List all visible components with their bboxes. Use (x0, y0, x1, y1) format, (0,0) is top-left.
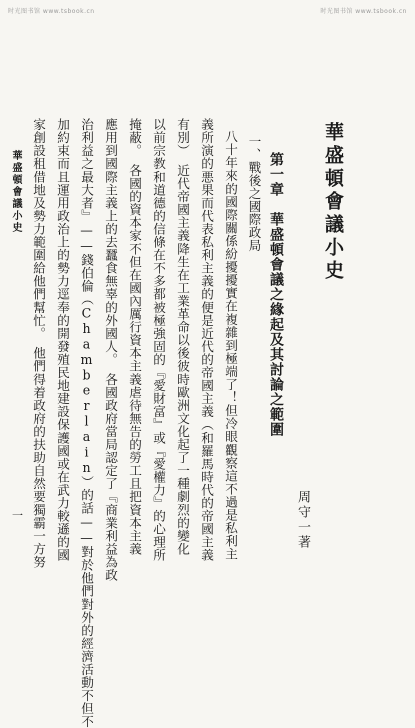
running-title: 華盛頓會議小史 (10, 150, 21, 234)
page-number: 一 (12, 509, 23, 522)
chapter-heading (263, 152, 284, 437)
watermark-left: 时光图书馆 www.tsbook.cn (8, 8, 95, 15)
book-title: 華盛頓會議小史 (322, 122, 344, 283)
body-column-4: 以前宗教和道德的信條在不多都被極強固的『愛財富』或『愛權力』的心理所 (151, 118, 166, 562)
body-column-3: 有別） 近代帝國主義降生在工業革命以後彼時歐洲文化起了一種劇烈的變化 (175, 118, 190, 556)
chapter-number: 第一章 (268, 152, 284, 197)
section-heading: 一、戰後之國際政局 (247, 135, 262, 252)
body-column-6: 應用到國際主義上的去蠶食無辜的外國人。 各國政府當局認定了『商業利益為政 (103, 118, 118, 582)
body-column-2: 義所演的悪果而代表私利主義的便是近代的帝國主義（和羅馬時代的帝國主義 (199, 118, 214, 562)
chapter-title: 華盛頓會議之緣起及其討論之範圍 (268, 212, 284, 437)
author: 周守一著 (295, 490, 310, 550)
body-column-8: 加約束而且運用政治上的勢力逕奉的開發殖民地建設保護國或在武力較遜的國 (55, 118, 70, 562)
watermark-right: 时光图书馆 www.tsbook.cn (320, 8, 407, 15)
body-column-9: 家創設租借地及勢力範圍給他們幫忙。 他們得着政府的扶助自然要獨霸一方努 (31, 118, 46, 569)
body-column-1: 八十年來的國際關係紛擾擾實在複雜到極端了！但冷眼觀察這不過是私利主 (223, 130, 238, 561)
body-column-7: 治利益之最大者』——錢伯倫（Chamberlain）的話——對於他們對外的經濟活動不但不 (79, 118, 94, 728)
body-column-5: 掩蔽。 各國的資本家不但在國內厲行資本主義虐待無告的勞工且把資本主義 (127, 118, 142, 556)
